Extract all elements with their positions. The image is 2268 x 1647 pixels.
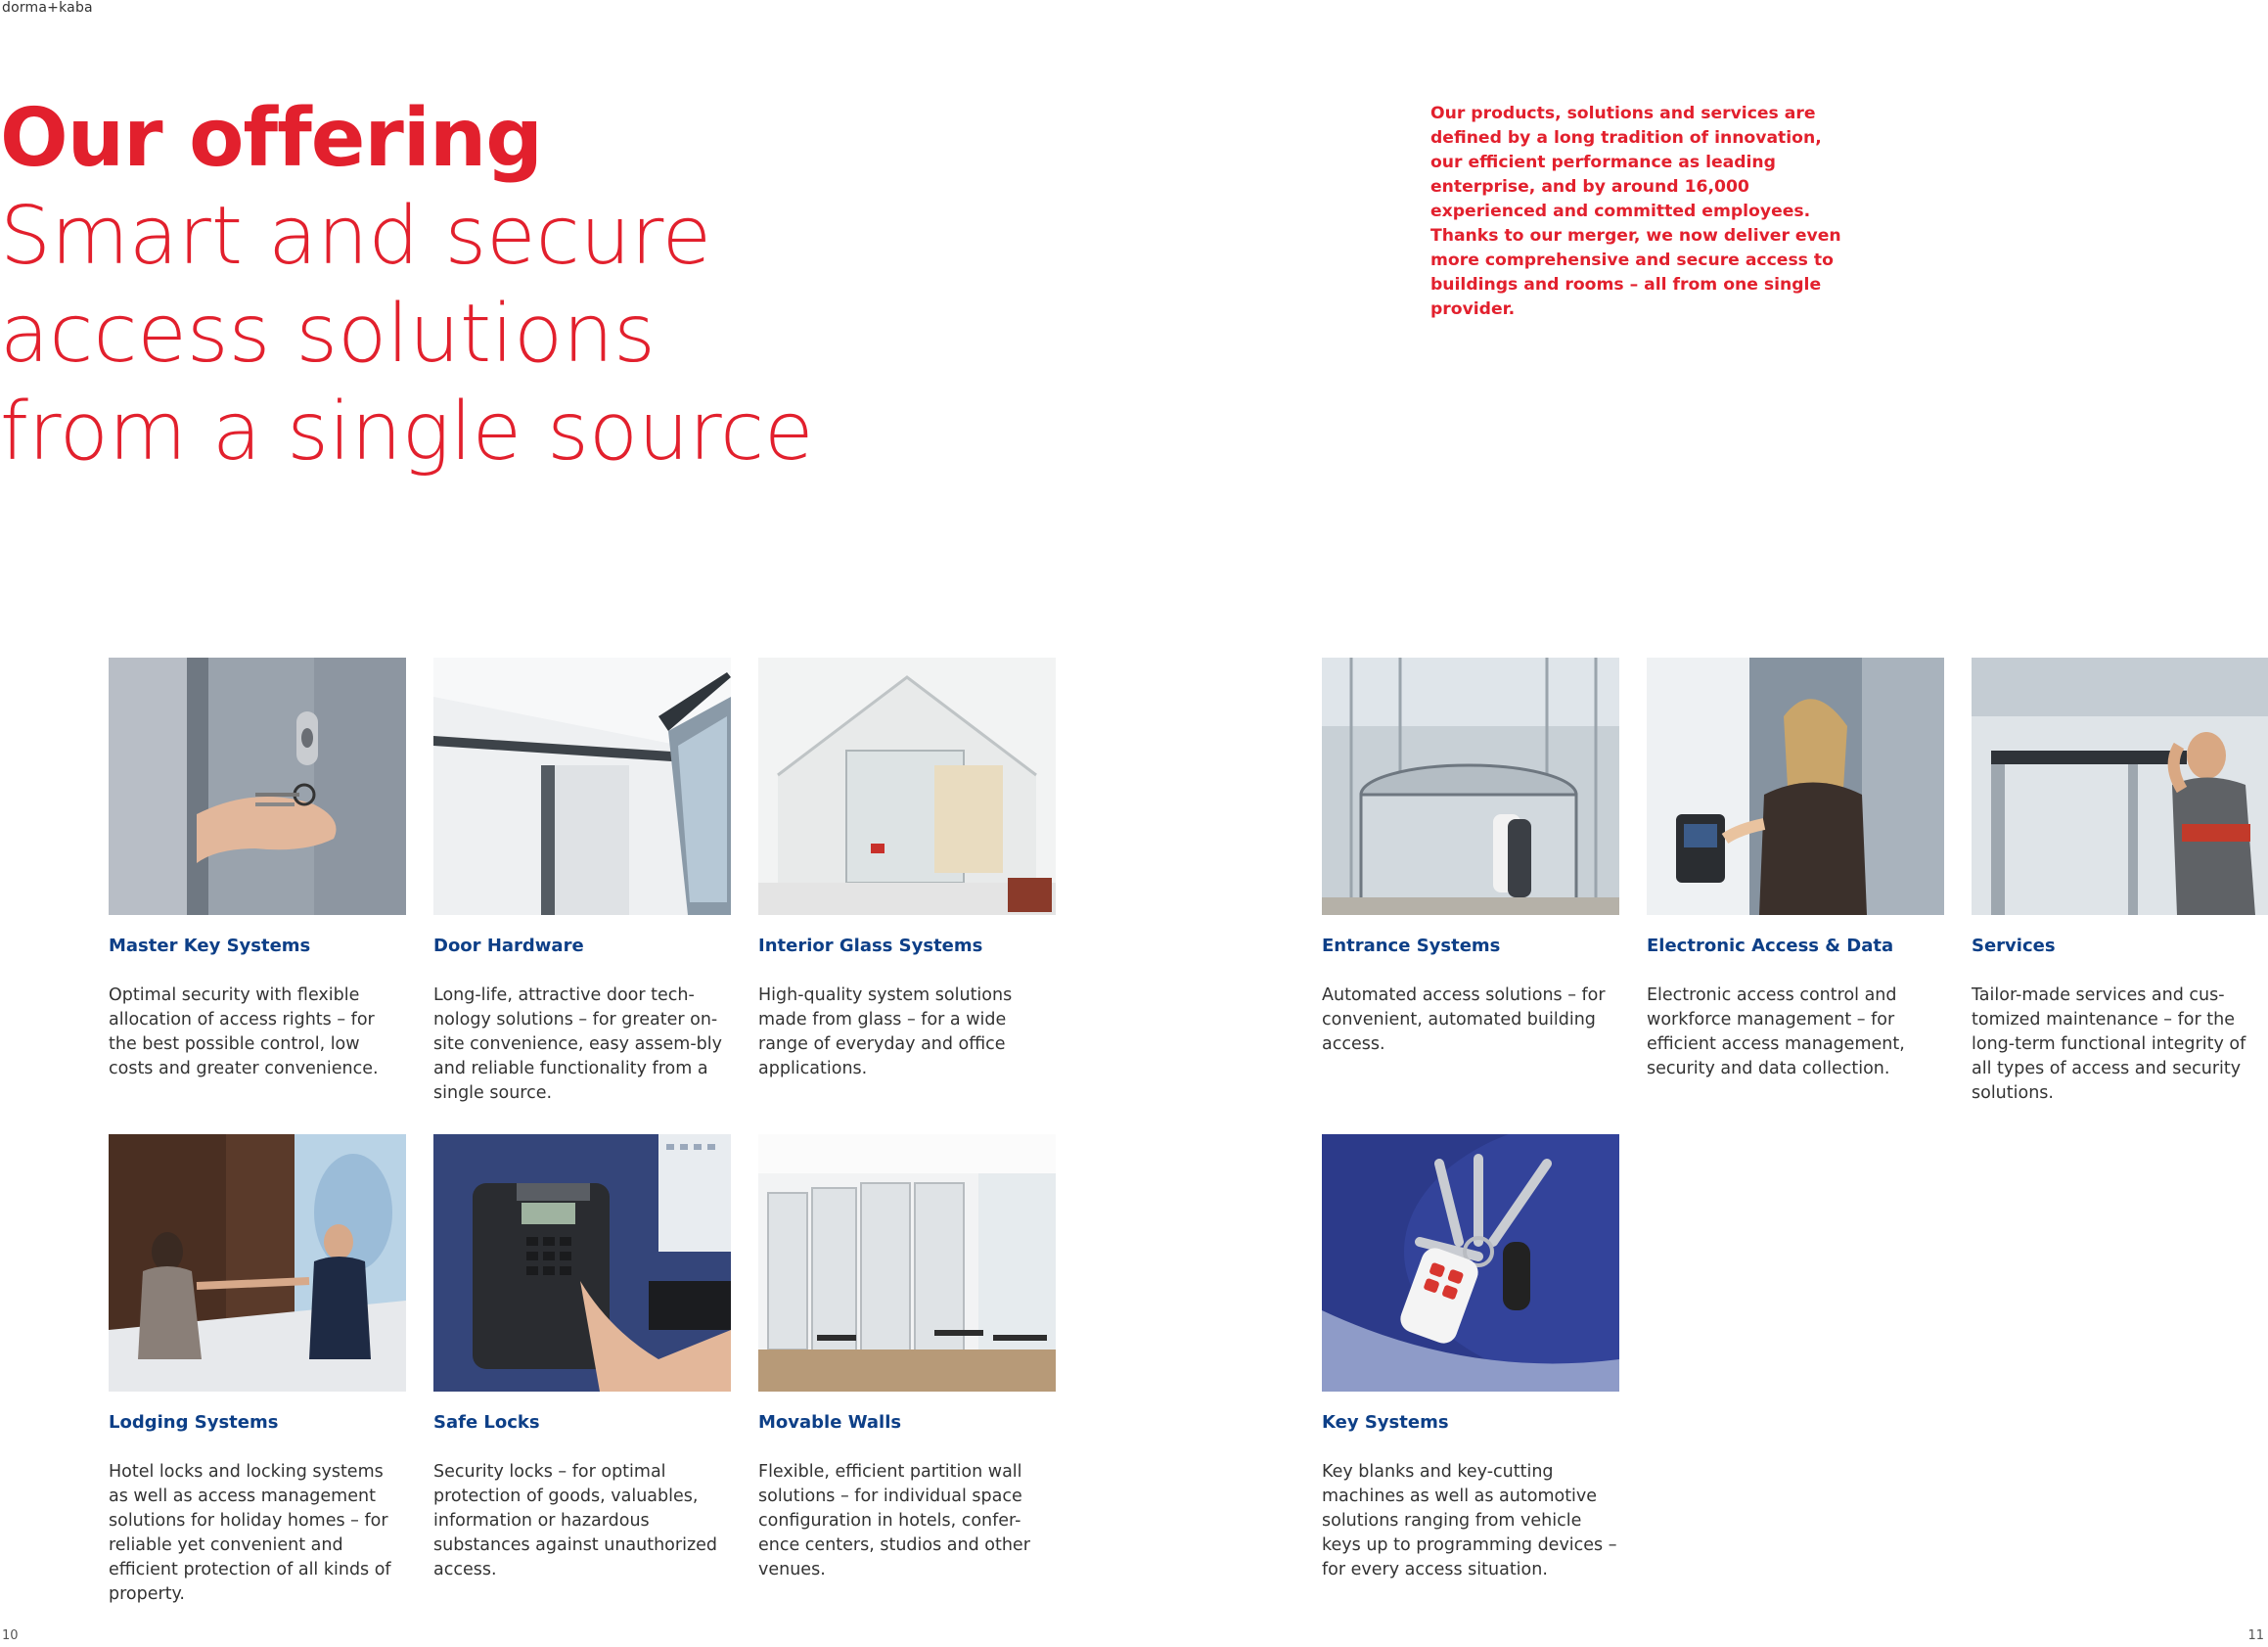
- door-hardware-photo: [433, 658, 731, 915]
- movable-walls-photo: [758, 1134, 1056, 1392]
- safe-locks-photo: [433, 1134, 731, 1392]
- card-title: Lodging Systems: [109, 1412, 279, 1433]
- page-number-left: 10: [2, 1628, 19, 1643]
- brand-logo-text: dorma+kaba: [2, 0, 93, 16]
- headline: [0, 90, 814, 481]
- subtitle-line-2: access solutions: [0, 288, 656, 381]
- card-movable-walls: [758, 1134, 1056, 1582]
- card-services: [1972, 658, 2268, 1106]
- card-description: Automated access solutions – for convenient, automated building access.: [1322, 985, 1606, 1054]
- card-description: High-quality system solutions made from glass – for a wide range of everyday and office applications.: [758, 985, 1013, 1078]
- intro-paragraph: Our products, solutions and services are defined by a long tradition of innovation, our efficient performance as leading enterprise, and by around 16,000 experienced and committed employees. Thanks to our merger, we now deliver even more comprehensive and secure access to buildings and rooms – all from one single provider.: [1430, 104, 1841, 319]
- page-title: Our offering: [0, 92, 542, 185]
- card-master-key-systems: [109, 658, 406, 1081]
- card-description: Key blanks and key-cutting machines as well as automotive solutions ranging from vehicle keys up to programming devices – for every access situation.: [1322, 1462, 1617, 1579]
- key-systems-photo: [1322, 1134, 1619, 1392]
- card-electronic-access-data: [1647, 658, 1944, 1081]
- electronic-access-photo: [1647, 658, 1944, 915]
- card-title: Master Key Systems: [109, 936, 311, 956]
- card-title: Safe Locks: [433, 1412, 540, 1433]
- interior-glass-photo: [758, 658, 1056, 915]
- card-key-systems: [1322, 1134, 1619, 1582]
- card-lodging-systems: [109, 1134, 406, 1607]
- card-title: Interior Glass Systems: [758, 936, 983, 956]
- card-description: Tailor-made services and cus-tomized maintenance – for the long-term functional integrity of all types of access and security solutions.: [1972, 985, 2246, 1103]
- card-title: Services: [1972, 936, 2056, 956]
- entrance-systems-photo: [1322, 658, 1619, 915]
- page-number-right: 11: [2247, 1628, 2264, 1643]
- card-description: Long-life, attractive door tech-nology solutions – for greater on-site convenience, easy assem-bly and reliable functionality from a single source.: [433, 985, 722, 1103]
- card-interior-glass-systems: [758, 658, 1056, 1081]
- card-title: Door Hardware: [433, 936, 584, 956]
- card-title: Entrance Systems: [1322, 936, 1501, 956]
- card-description: Electronic access control and workforce management – for efficient access management, security and data collection.: [1647, 985, 1905, 1078]
- card-description: Hotel locks and locking systems as well as access management solutions for holiday homes – for reliable yet convenient and efficient protection of all kinds of property.: [109, 1462, 391, 1604]
- master-key-photo: [109, 658, 406, 915]
- card-door-hardware: [433, 658, 731, 1106]
- card-title: Movable Walls: [758, 1412, 902, 1433]
- services-photo: [1972, 658, 2268, 915]
- card-description: Security locks – for optimal protection of goods, valuables, information or hazardous substances against unauthorized access.: [433, 1462, 718, 1579]
- card-entrance-systems: [1322, 658, 1619, 1057]
- subtitle-line-1: Smart and secure: [0, 190, 712, 283]
- card-description: Optimal security with flexible allocation of access rights – for the best possible control, low costs and greater convenience.: [109, 985, 379, 1078]
- subtitle-line-3: from a single source: [0, 386, 814, 479]
- card-title: Key Systems: [1322, 1412, 1449, 1433]
- card-title: Electronic Access & Data: [1647, 936, 1894, 956]
- lodging-systems-photo: [109, 1134, 406, 1392]
- card-description: Flexible, efficient partition wall solutions – for individual space configuration in hotels, confer-ence centers, studios and other venues.: [758, 1462, 1030, 1579]
- card-safe-locks: [433, 1134, 731, 1582]
